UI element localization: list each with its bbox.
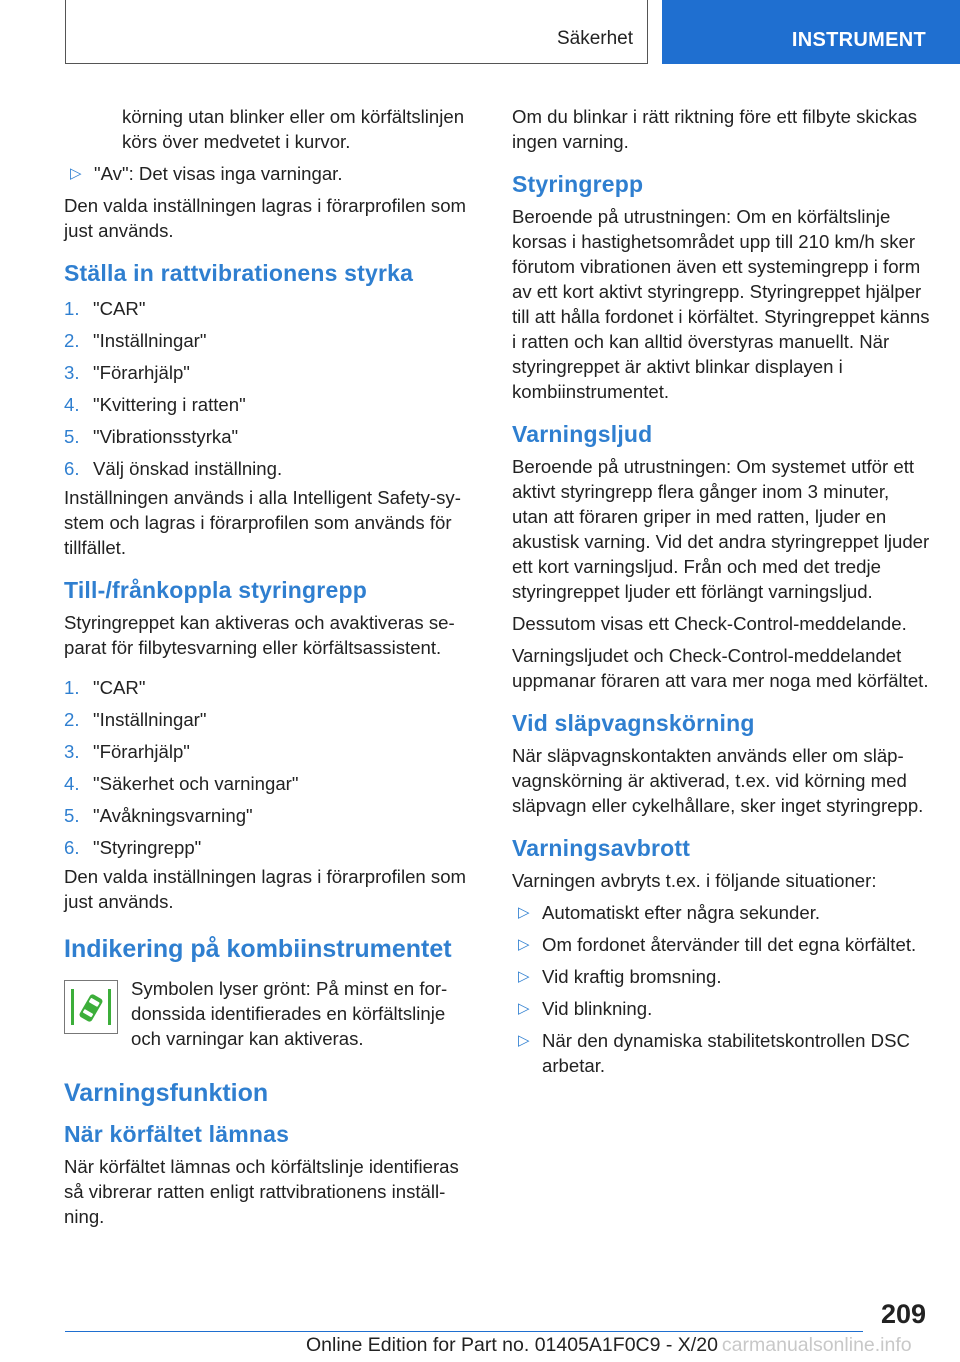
header-chapter-tab <box>662 0 960 64</box>
heading-steer: Styringrepp <box>512 171 644 197</box>
list-item: 6. "Styringrepp" <box>64 837 202 858</box>
check-control-text: Dessutom visas ett Check-Control-meddelande. <box>512 613 907 634</box>
right-column <box>512 104 930 1085</box>
abort-intro: Varningen avbryts t.ex. i följande situationer: <box>512 870 877 891</box>
list-item: 4. "Säkerhet och varningar" <box>64 773 299 794</box>
vibration-note: Inställningen används i alla Intelligent Safety-system och lagras i förarprofilen som används för tillfället. <box>64 487 461 558</box>
list-item: ▷ När den dynamiska stabilitetskontrollen DSC arbetar. <box>518 1030 910 1076</box>
list-item: 2. "Inställningar" <box>64 709 207 730</box>
bullet-text: "Av": Det visas inga varningar. <box>94 163 343 184</box>
heading-sound: Varningsljud <box>512 421 653 447</box>
list-item: ▷ Automatiskt efter några sekunder. <box>518 902 821 923</box>
header-section-title: Säkerhet <box>556 28 633 49</box>
lane-leave-text: När körfältet lämnas och körfältslinje identifieras så vibrerar ratten enligt rattvibrationens inställning. <box>64 1156 459 1227</box>
list-item: 5. "Vibrationsstyrka" <box>64 426 239 447</box>
heading-lane-leave: När körfältet lämnas <box>64 1121 290 1147</box>
toggle-intro: Styringreppet kan aktiveras och avaktiveras separat för filbytesvarning eller körfältsassistent. <box>64 612 455 658</box>
list-item: 3. "Förarhjälp" <box>64 362 190 383</box>
heading-abort: Varningsavbrott <box>512 835 691 861</box>
left-column <box>64 104 476 1236</box>
header-section-tab <box>65 0 648 64</box>
lane-keeping-car-icon <box>64 980 118 1034</box>
header-chapter-title: INSTRUMENT <box>791 29 926 51</box>
list-item: 4. "Kvittering i ratten" <box>64 394 246 415</box>
page-number: 209 <box>880 1299 926 1329</box>
heading-indication: Indikering på kombiinstrumentet <box>64 935 452 963</box>
saved-note-2: Den valda inställningen lagras i förarprofilen som just används. <box>64 866 467 912</box>
list-item: 6. Välj önskad inställning. <box>64 458 283 479</box>
heading-warning-function: Varningsfunktion <box>64 1079 269 1107</box>
heading-toggle: Till-/frånkoppla styringrepp <box>64 577 367 603</box>
footer-edition <box>306 1334 946 1357</box>
blink-text: Om du blinkar i rätt riktning före ett filbyte skickas ingen varning. <box>512 106 918 152</box>
bullet-triangle-icon: ▷ <box>518 936 530 953</box>
bullet-triangle-icon: ▷ <box>518 968 530 985</box>
heading-vibration: Ställa in rattvibrationens styrka <box>64 260 414 286</box>
steps-toggle-list <box>64 672 476 864</box>
heading-trailer: Vid släpvagnskörning <box>512 710 755 736</box>
list-item: 1. "CAR" <box>64 298 146 319</box>
list-item: 3. "Förarhjälp" <box>64 741 190 762</box>
list-item: 2. "Inställningar" <box>64 330 207 351</box>
bullet-triangle-icon: ▷ <box>518 1032 530 1049</box>
list-item: 1. "CAR" <box>64 677 146 698</box>
continued-paragraph: körning utan blinker eller om körfältslinjen körs över medvetet i kurvor. <box>122 106 465 152</box>
steer-text: Beroende på utrustningen: Om en körfältslinje korsas i hastighetsområdet upp till 210 km/h sker förutom vibrationen även ett systemingrepp i form av ett kort aktivt styringrepp. Styringreppet hjälper till att hålla fordonet i körfältet. Styringreppet känns i ratten och kan alltid överstyras manuellt. När styringreppet är aktivt blinkar displayen i kombiinstrumentet. <box>512 206 930 402</box>
saved-note: Den valda inställningen lagras i förarprofilen som just används. <box>64 195 467 241</box>
list-item: 5. "Avåkningsvarning" <box>64 805 253 826</box>
list-item: ▷ Om fordonet återvänder till det egna körfältet. <box>518 934 917 955</box>
symbol-row <box>64 976 476 1054</box>
footer-divider <box>65 1331 863 1332</box>
bullet-triangle-icon: ▷ <box>70 165 82 182</box>
bullet-triangle-icon: ▷ <box>518 904 530 921</box>
list-item: ▷ Vid kraftig bromsning. <box>518 966 722 987</box>
sound-note: Varningsljudet och Check-Control-meddelandet uppmanar föraren att vara mer noga med körfältet. <box>512 645 929 691</box>
symbol-description: Symbolen lyser grönt: På minst en fordonssida identifierades en körfältslinje och varningar kan aktiveras. <box>131 978 448 1049</box>
trailer-text: När släpvagnskontakten används eller om släpvagnskörning är aktiverad, t.ex. vid körning med släpvagn eller cykelhållare, sker inget styringrepp. <box>512 745 924 816</box>
sound-text: Beroende på utrustningen: Om systemet utför ett aktivt styringrepp flera gånger inom 3 minuter, utan att föraren griper in med ratten, ljuder en akustisk varning. Vid det andra styringreppet ljuder ett kort varningsljud. Från och med det tredje styringreppet ljuder ett förlängt varningsljud. <box>512 456 930 602</box>
bullet-av <box>64 161 476 186</box>
list-item: ▷ Vid blinkning. <box>518 998 653 1019</box>
steps-vibration-list <box>64 293 476 485</box>
edition-text: Online Edition for Part no. 01405A1F0C9 - X/20 <box>306 1334 718 1356</box>
watermark-text: carmanualsonline.info <box>721 1334 912 1356</box>
bullet-triangle-icon: ▷ <box>518 1000 530 1017</box>
